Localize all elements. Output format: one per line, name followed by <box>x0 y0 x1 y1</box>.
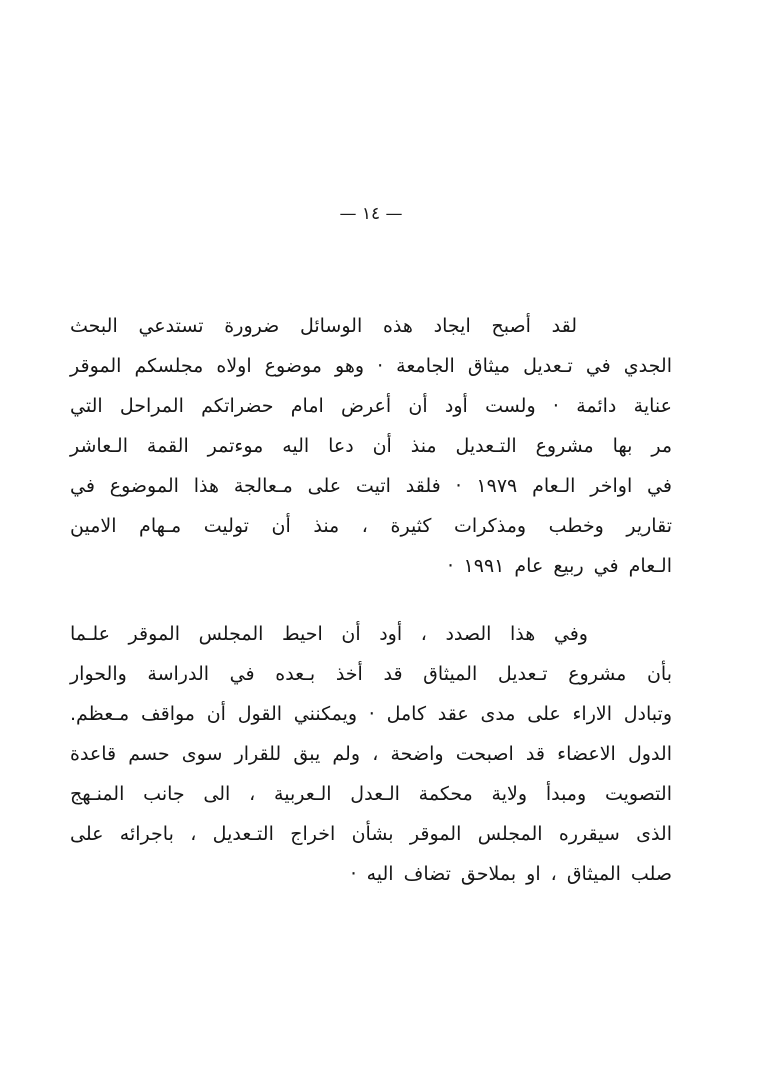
page-number: — ١٤ — <box>339 204 403 224</box>
text-line: الذى سيقرره المجلس الموقر بشأن اخراج التـعديل ، باجرائه على <box>70 823 672 845</box>
paragraph-2 <box>70 614 672 894</box>
document-body <box>0 306 777 894</box>
text-line: لقد أصبح ايجاد هذه الوسائل ضرورة تستدعي البحث <box>70 315 577 337</box>
text-line: في اواخر الـعام ١٩٧٩ · فلقد اتيت على مـعالجة هذا الموضوع في <box>70 475 672 497</box>
text-line: الـعام في ربيع عام ١٩٩١ · <box>447 555 672 577</box>
text-line: مر بها مشروع التـعديل منذ أن دعا اليه موءتمر القمة الـعاشر <box>70 435 672 457</box>
text-line: التصويت ومبدأ ولاية محكمة الـعدل الـعربية ، الى جانب المنـهج <box>70 783 672 805</box>
text-line: وفي هذا الصدد ، أود أن احيط المجلس الموقر علـما <box>70 623 588 645</box>
text-line: الدول الاعضاء قد اصبحت واضحة ، ولم يبق للقرار سوى حسم قاعدة <box>70 743 672 765</box>
text-line: وتبادل الاراء على مدى عقد كامل · ويمكنني القول أن مواقف مـعظم. <box>70 703 672 725</box>
paragraph-1 <box>70 306 672 586</box>
text-line: بأن مشروع تـعديل الميثاق قد أخذ بـعده في الدراسة والحوار <box>70 663 672 685</box>
text-line: عناية دائمة · ولست أود أن أعرض امام حضراتكم المراحل التي <box>70 395 672 417</box>
text-line: صلب الميثاق ، او بملاحق تضاف اليه · <box>350 863 672 885</box>
text-line: تقارير وخطب ومذكرات كثيرة ، منذ أن توليت مـهام الامين <box>70 515 672 537</box>
text-line: الجدي في تـعديل ميثاق الجامعة · وهو موضوع اولاه مجلسكم الموقر <box>70 355 672 377</box>
